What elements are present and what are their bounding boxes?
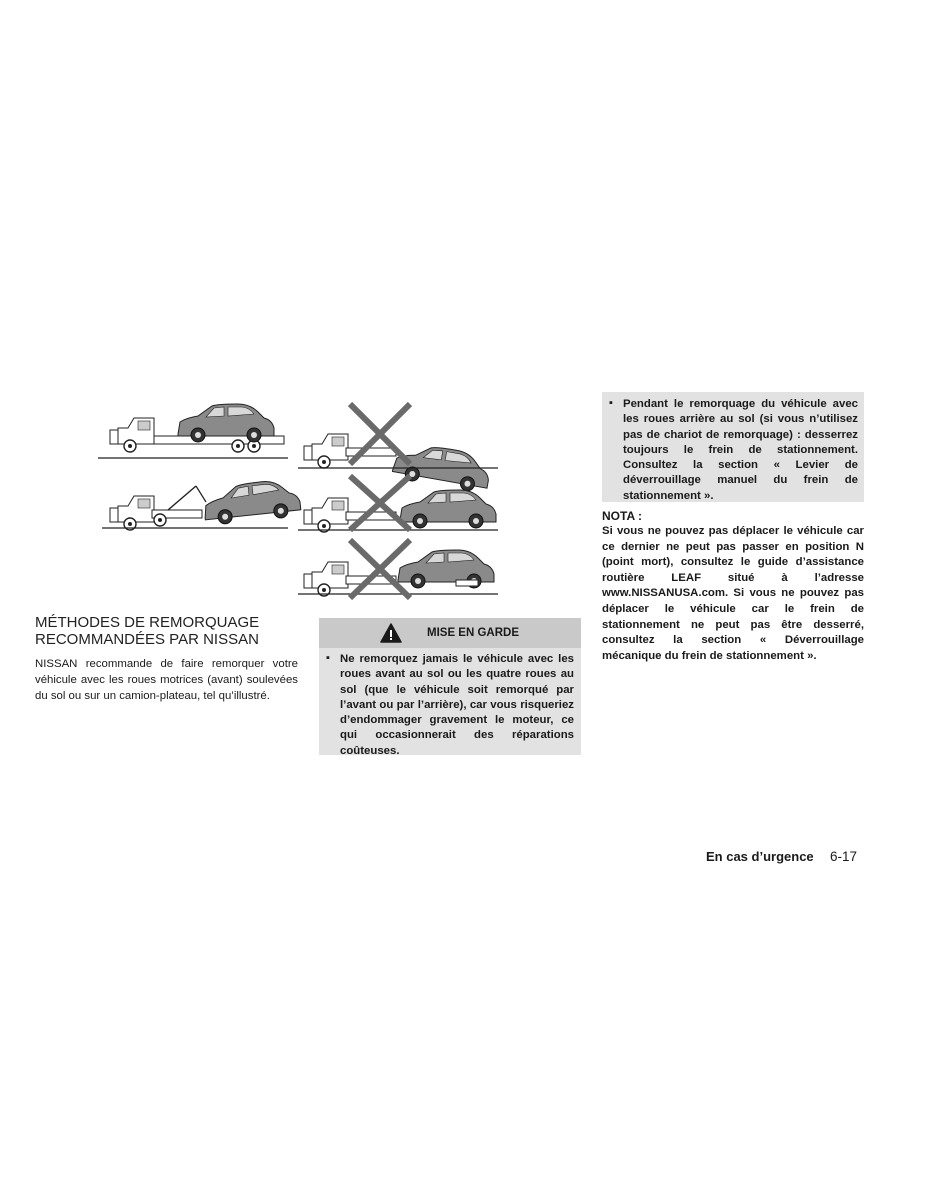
flatbed-scene [98, 404, 288, 458]
intro-paragraph: NISSAN recommande de faire remorquer votre véhicule avec les roues motrices (avant) soulevées du sol ou sur un camion-plateau, tel qu’illustré. [35, 658, 298, 703]
parking-brake-text: Pendant le remorquage du véhicule avec les roues arrière au sol (si vous n’utilisez pas de chariot de remorquage) : desserrez toujours le frein de stationnement. Consultez la section « Levier de déverrouillage manuel du frein de stationnement ». [623, 398, 858, 502]
section-heading-line2: RECOMMANDÉES PAR NISSAN [35, 631, 259, 648]
section-heading-line1: MÉTHODES DE REMORQUAGE [35, 614, 260, 631]
caution-header [319, 618, 581, 648]
wheel-lift-scene [102, 478, 301, 530]
note-text: Si vous ne pouvez pas déplacer le véhicule car ce dernier ne peut pas passer en position N (point mort), consultez le guide d’assistance routière LEAF situé à l’adresse www.NISSANUSA.com. Si vous ne pouvez pas déplacer le véhicule car le frein de stationnement ne peut pas être desserré, consultez la section « Déverrouillage mécanique du frein de stationnement ». [602, 525, 864, 662]
footer-section-name: En cas d’urgence [706, 849, 814, 864]
page-number: 6-17 [830, 849, 858, 864]
caution-title: MISE EN GARDE [427, 627, 520, 639]
section-heading [35, 614, 305, 648]
incorrect-scene-1 [298, 404, 498, 494]
caution-box [319, 618, 581, 755]
incorrect-scene-3 [298, 540, 498, 598]
warning-triangle-icon [380, 623, 402, 643]
caution-bullet: ▪ [326, 652, 330, 664]
parking-brake-box [602, 392, 864, 502]
caution-text: Ne remorquez jamais le véhicule avec les roues avant au sol ou les quatre roues au sol (que le véhicule soit remorqué par l’avant ou par l’arrière), car vous risqueriez d’endommager gravement le moteur, ce qui occasionnerait des réparations coûteuses. [340, 653, 574, 757]
towing-methods-illustration [98, 392, 498, 604]
note-title: NOTA : [602, 509, 642, 523]
parking-brake-bullet: ▪ [609, 397, 613, 409]
